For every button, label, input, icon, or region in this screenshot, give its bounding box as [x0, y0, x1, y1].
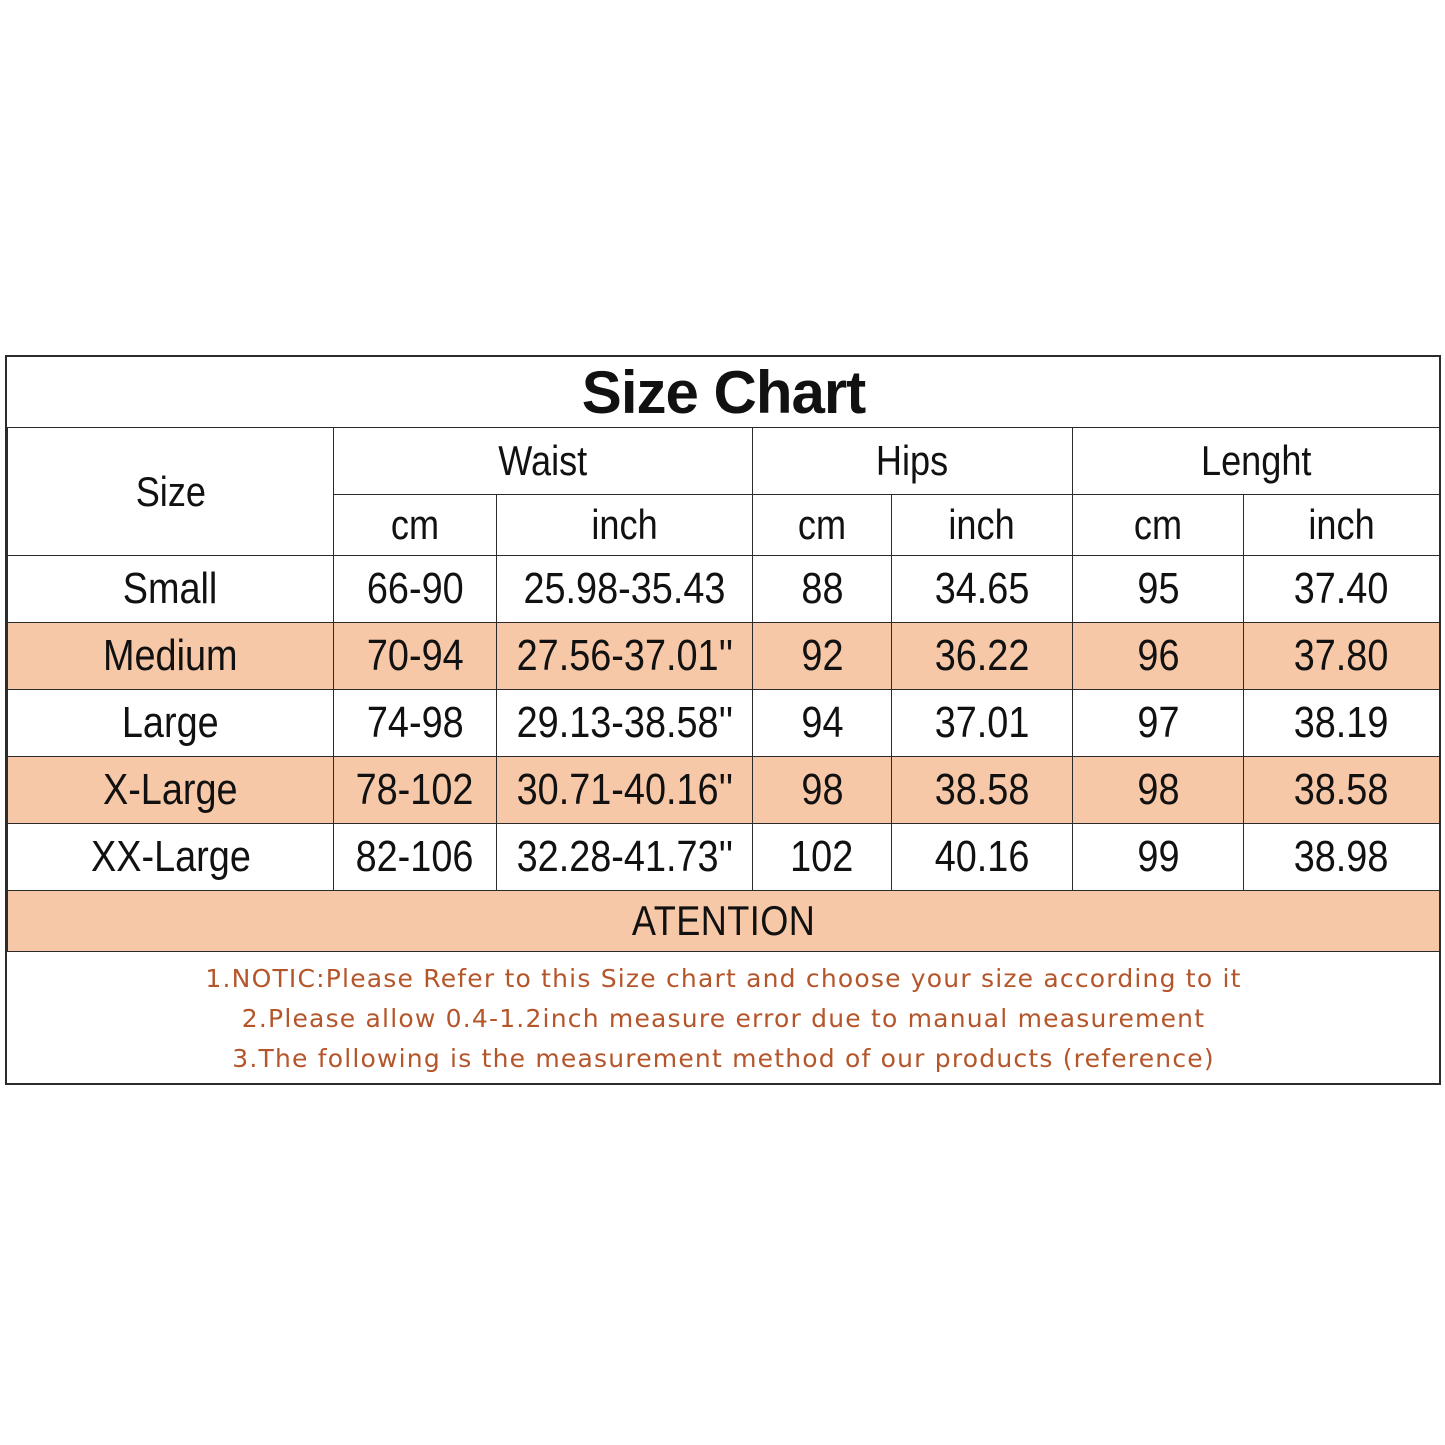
- waist-inch-cell: 29.13-38.58'': [516, 698, 733, 747]
- size-label-cell: Large: [122, 698, 219, 747]
- waist-cm-cell: 78-102: [356, 765, 474, 814]
- waist-inch-cell: 25.98-35.43: [523, 564, 726, 613]
- waist-group-header: Waist: [498, 437, 588, 484]
- length-inch-cell: 38.19: [1294, 698, 1389, 747]
- size-label-cell: XX-Large: [90, 832, 251, 881]
- size-label-cell: Small: [123, 564, 218, 613]
- waist-inch-header: inch: [591, 501, 658, 548]
- hips-inch-cell: 38.58: [934, 765, 1030, 814]
- length-inch-cell: 38.58: [1294, 765, 1389, 814]
- hips-inch-header: inch: [948, 501, 1016, 548]
- length-cm-cell: 97: [1136, 698, 1180, 747]
- hips-cm-cell: 94: [800, 698, 844, 747]
- size-column-header: Size: [135, 467, 206, 515]
- table-row: [8, 623, 1440, 690]
- hips-cm-cell: 98: [800, 765, 844, 814]
- size-label-cell: X-Large: [103, 765, 238, 814]
- hips-inch-cell: 37.01: [934, 698, 1030, 747]
- waist-cm-header: cm: [390, 501, 440, 548]
- waist-cm-cell: 74-98: [366, 698, 464, 747]
- note-line: 3.The following is the measurement method of our products (reference): [232, 1044, 1215, 1073]
- length-inch-header: inch: [1308, 501, 1375, 548]
- hips-group-header: Hips: [876, 437, 949, 484]
- waist-cm-cell: 82-106: [356, 832, 474, 881]
- table-row: [8, 757, 1440, 824]
- length-group-header: Lenght: [1200, 437, 1312, 484]
- waist-inch-cell: 27.56-37.01'': [516, 631, 733, 680]
- length-inch-cell: 37.40: [1294, 564, 1389, 613]
- length-cm-cell: 96: [1136, 631, 1180, 680]
- size-chart: [5, 355, 1441, 1085]
- hips-cm-cell: 102: [790, 832, 854, 881]
- table-row: [8, 556, 1440, 623]
- length-inch-cell: 37.80: [1294, 631, 1389, 680]
- table-row: [8, 824, 1440, 891]
- length-cm-cell: 99: [1136, 832, 1180, 881]
- attention-heading: ATENTION: [631, 897, 816, 944]
- hips-inch-cell: 40.16: [934, 832, 1030, 881]
- size-chart-table: [7, 357, 1440, 1086]
- waist-inch-cell: 32.28-41.73'': [516, 832, 733, 881]
- hips-inch-cell: 34.65: [934, 564, 1030, 613]
- hips-inch-cell: 36.22: [934, 631, 1030, 680]
- table-row: [8, 690, 1440, 757]
- note-line: 2.Please allow 0.4-1.2inch measure error due to manual measurement: [241, 1004, 1206, 1033]
- size-label-cell: Medium: [103, 631, 238, 680]
- chart-title: Size Chart: [8, 357, 1440, 428]
- hips-cm-header: cm: [797, 501, 847, 548]
- hips-cm-cell: 92: [800, 631, 844, 680]
- waist-cm-cell: 66-90: [366, 564, 464, 613]
- length-inch-cell: 38.98: [1294, 832, 1389, 881]
- note-line: 1.NOTIC:Please Refer to this Size chart and choose your size according to it: [205, 964, 1242, 993]
- length-cm-cell: 98: [1136, 765, 1180, 814]
- hips-cm-cell: 88: [800, 564, 844, 613]
- waist-cm-cell: 70-94: [366, 631, 464, 680]
- length-cm-header: cm: [1133, 501, 1183, 548]
- notes-block: [8, 952, 1440, 1087]
- waist-inch-cell: 30.71-40.16'': [516, 765, 733, 814]
- length-cm-cell: 95: [1136, 564, 1180, 613]
